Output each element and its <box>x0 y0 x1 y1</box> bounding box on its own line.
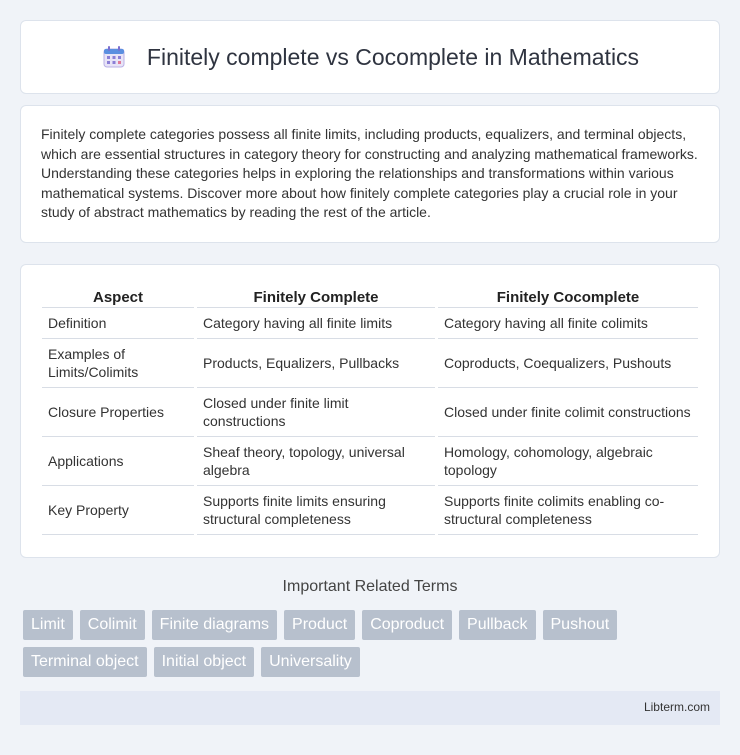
cell-aspect: Definition <box>42 308 194 339</box>
intro-card <box>20 105 720 243</box>
header-finitely-cocomplete: Finitely Cocomplete <box>438 287 698 308</box>
tag-terminal-object[interactable]: Terminal object <box>23 647 147 677</box>
title-card <box>20 20 720 94</box>
cell-complete: Products, Equalizers, Pullbacks <box>197 339 435 388</box>
tag-colimit[interactable]: Colimit <box>80 610 145 640</box>
tag-coproduct[interactable]: Coproduct <box>362 610 452 640</box>
cell-cocomplete: Supports finite colimits enabling co-structural completeness <box>438 486 698 535</box>
tag-pushout[interactable]: Pushout <box>543 610 618 640</box>
tag-pullback[interactable]: Pullback <box>459 610 535 640</box>
cell-complete: Supports finite limits ensuring structural completeness <box>197 486 435 535</box>
cell-cocomplete: Coproducts, Coequalizers, Pushouts <box>438 339 698 388</box>
cell-complete: Closed under finite limit constructions <box>197 388 435 437</box>
table-row <box>42 339 698 388</box>
calendar-icon <box>101 44 127 70</box>
tag-initial-object[interactable]: Initial object <box>154 647 255 677</box>
tag-universality[interactable]: Universality <box>261 647 360 677</box>
tag-finite-diagrams[interactable]: Finite diagrams <box>152 610 277 640</box>
footer-site-link[interactable]: Libterm.com <box>643 700 710 714</box>
table-row <box>42 437 698 486</box>
header-aspect: Aspect <box>42 287 194 308</box>
comparison-table-card <box>20 264 720 558</box>
related-terms-tags <box>23 610 723 677</box>
related-terms-title: Important Related Terms <box>282 578 458 595</box>
cell-aspect: Examples of Limits/Colimits <box>42 339 194 388</box>
cell-cocomplete: Closed under finite colimit constructions <box>438 388 698 437</box>
cell-complete: Sheaf theory, topology, universal algebra <box>197 437 435 486</box>
tag-product[interactable]: Product <box>284 610 355 640</box>
header-finitely-complete: Finitely Complete <box>197 287 435 308</box>
cell-aspect: Key Property <box>42 486 194 535</box>
cell-aspect: Closure Properties <box>42 388 194 437</box>
table-row <box>42 388 698 437</box>
page-title: Finitely complete vs Cocomplete in Mathematics <box>146 43 640 70</box>
comparison-table <box>39 287 701 535</box>
table-row <box>42 308 698 339</box>
cell-complete: Category having all finite limits <box>197 308 435 339</box>
intro-paragraph: Finitely complete categories possess all finite limits, including products, equalizers, and terminal objects, which are essential structures in category theory for constructing and analyzing mathematical frameworks. Understanding these categories helps in exploring the relationships and transformations within various mathematical systems. Discover more about how finitely complete categories play a crucial role in your study of abstract mathematics by reading the rest of the article. <box>41 126 698 220</box>
cell-cocomplete: Homology, cohomology, algebraic topology <box>438 437 698 486</box>
table-row <box>42 486 698 535</box>
cell-aspect: Applications <box>42 437 194 486</box>
footer <box>20 691 720 725</box>
cell-cocomplete: Category having all finite colimits <box>438 308 698 339</box>
tag-limit[interactable]: Limit <box>23 610 73 640</box>
table-header-row <box>42 287 698 308</box>
